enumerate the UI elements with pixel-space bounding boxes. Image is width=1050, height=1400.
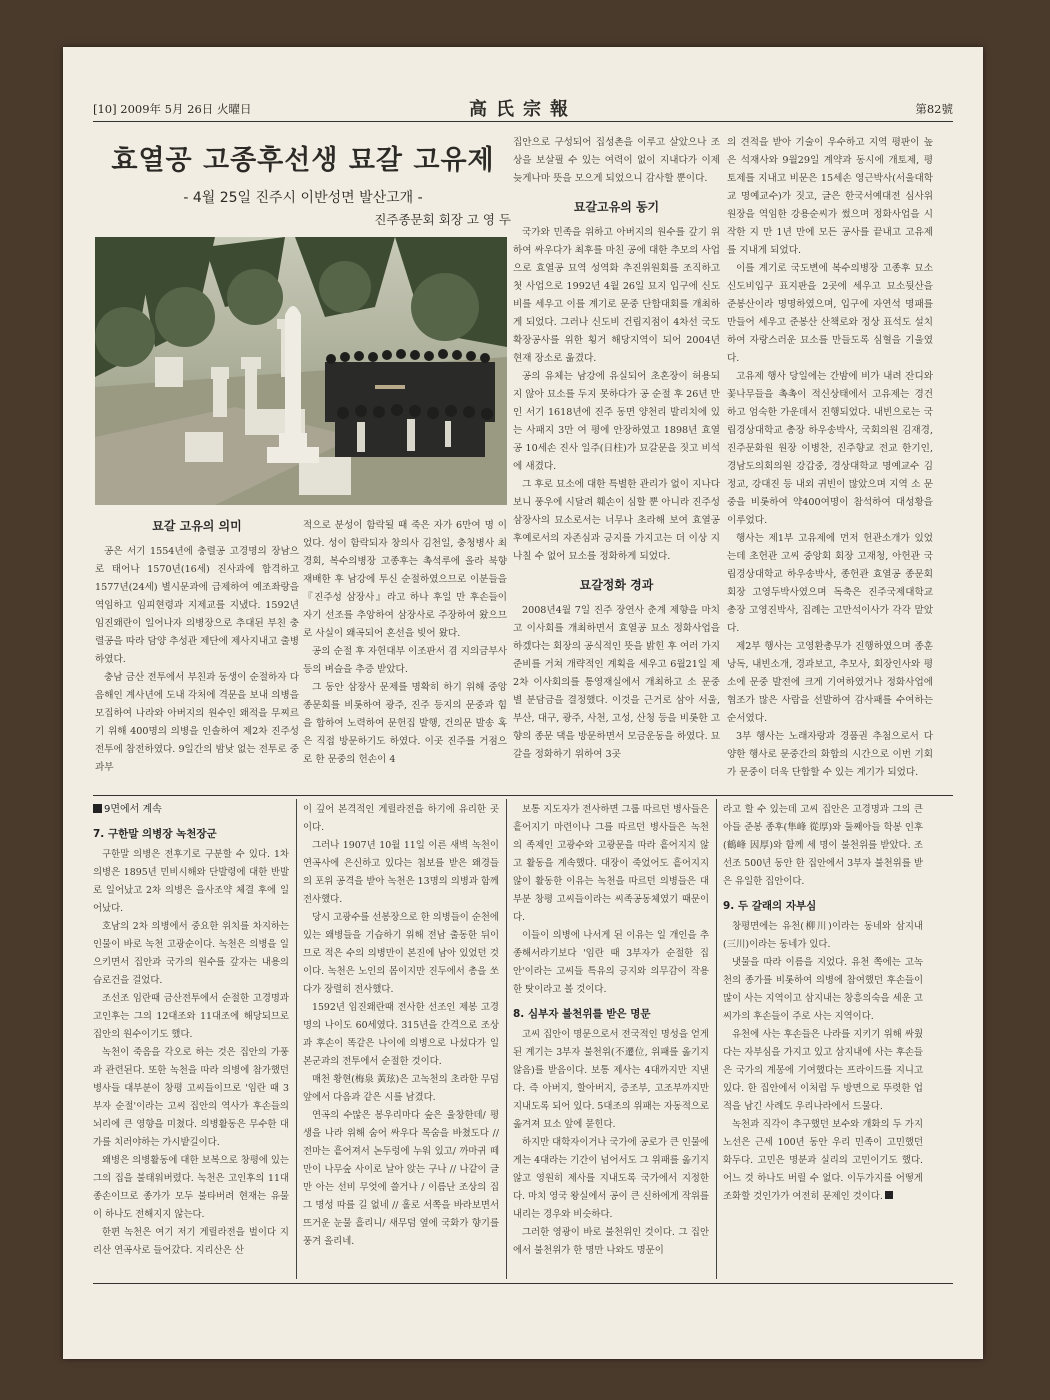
column-rule [716, 799, 717, 1279]
paragraph: 창평면에는 유천(柳川)이라는 동네와 삼지내(三川)이라는 동네가 있다. [723, 921, 923, 950]
footer-rule [93, 1283, 953, 1284]
article-author: 진주종문회 회장 고 영 두 [374, 212, 511, 227]
section-heading-8: 8. 심부자 불천위를 받은 명문 [513, 1008, 651, 1020]
paragraph: 공의 순절 후 자헌대부 이조판서 겸 지의금부사 등의 벼슬을 추증 받았다. [303, 646, 507, 675]
continued-note: 9면에서 계속 [93, 801, 289, 819]
paragraph: 충남 금산 전투에서 부친과 동생이 순절하자 다음해인 계사년에 도내 각처에 격문을 보내 의병을 모집하여 나라와 아버지의 원수인 왜적을 무찌르기 위해 400명의 의병을 인솔하여 제2차 진주성 전투에 참전하였다. 9일간의 밤낮 없는 전투로 중과부 [95, 672, 299, 773]
paragraph: 3부 행사는 노래자랑과 경품권 추첨으로서 다양한 행사로 문중간의 화합의 시간으로 이번 기회가 문중이 더욱 단합할 수 있는 계기가 되었다. [727, 731, 933, 778]
masthead: 高氏宗報 [469, 99, 577, 120]
continued-column-3 [513, 801, 709, 1276]
paragraph: 보통 지도자가 전사하면 그룹 따르던 병사들은 흩어지기 마련이나 그를 따르던 병사들은 녹천의 족제인 고광수와 고광문을 따라 흩어지지 않고 활동을 계속했다. 대장이 죽었어도 흩어지지 않이 활동한 이유는 녹천을 따르던 의병들은 대부분 창평 고씨들이라는 씨족공동체였기 때문이다. [513, 804, 709, 923]
paragraph: 당시 고광수를 선봉장으로 한 의병들이 순천에 있는 왜병들을 기습하기 위해 전남 출동한 뒤이므로 적은 수의 의병만이 본진에 남아 있었던 것이다. 녹천은 노인의 몸이지만 진두에서 총을 쏘다가 장렬히 전사했다. [303, 912, 499, 995]
paragraph: 녹천과 직각이 추구했던 보수와 개화의 두 가지 노선은 근세 100년 동안 우리 민족이 고민했던 화두다. 고민은 명분과 실리의 고민이기도 했다. 어느 것 하나도 버릴 수 없다. 이두가지를 어떻게 조화할 것인가가 여전히 문제인 것이다. [723, 1119, 923, 1202]
paragraph: 왜병은 의병활동에 대한 보복으로 창평에 있는 그의 집을 불태워버렸다. 녹천은 고인후의 11대 종손이므로 종가가 모두 불타버려 현재는 유물이 하나도 전해지지 않는다. [93, 1155, 289, 1220]
issue-date: [10] 2009年 5月 26日 火曜日 [93, 102, 252, 116]
paragraph: 그러나 1907년 10월 11일 이른 새벽 녹천이 연곡사에 은신하고 있다는 첩보를 받은 왜경들의 포위 공격을 받아 녹천은 13명의 의병과 함께 전사했다. [303, 840, 499, 905]
paragraph: 2008년4월 7일 진주 장연사 춘계 제향을 마치고 이사회를 개최하면서 효열공 묘소 정화사업을 하겠다는 회장의 공식적인 뜻을 밝힌 후 여러 가지 준비를 거쳐 개략적인 계획을 세우고 6월21일 제2차 이사회의를 통영재실에서 개최하고 소 문중 별 분담금을 결정했다. 이것을 근거로 삼아 서울, 부산, 대구, 광주, 사천, 고성, 산청 등을 비롯한 고향의 종문 댁을 방문하면서 모금운동을 하였다. 묘갈을 정화하기 위하여 3곳 [513, 605, 720, 760]
continued-column-4 [723, 801, 923, 1276]
paragraph: 유천에 사는 후손들은 나라를 지키기 위해 싸웠다는 자부심을 가지고 있고 삼지내에 사는 후손들은 국가의 계몽에 기여했다는 프라이드를 지니고 있다. 한 집안에서 이처럼 두 방면으로 뚜렷한 업적을 남긴 사례도 우리나라에서 드물다. [723, 1029, 923, 1112]
newspaper-page [63, 47, 983, 1359]
paragraph: 냇물을 따라 이름을 지었다. 유천 쪽에는 고녹천의 종가를 비롯하여 의병에 참여했던 후손들이 많이 사는 지역이고 삼지내는 창흥의숙을 세운 고씨가의 후손들이 주로 사는 지역이다. [723, 957, 923, 1022]
header-rule [93, 121, 953, 122]
paragraph: 이들이 의병에 나서게 된 이유는 일 개인을 추종해서라기보다 '임란 때 3부자가 순절한 집안'이라는 고씨들 특유의 긍지와 의무감이 작용한 탓이라고 볼 것이다. [513, 930, 709, 995]
paragraph: 하지만 대학자이거나 국가에 공로가 큰 인물에게는 4대라는 기간이 넘어서도 그 위패를 옮기지 않고 영원히 제사를 지내도록 국가에서 지정한다. 마치 영국 왕실에서 공이 큰 신하에게 작위를 내리는 경우와 비슷하다. [513, 1137, 709, 1220]
paragraph: 라고 할 수 있는데 고씨 집안은 고경명과 그의 큰아들 준봉 종후(隼峰 從厚)와 둘째아들 학봉 인후(鶴峰 因厚)와 함께 세 명이 불천위를 받았다. 조선조 500년 동안 한 집안에서 3부자 불천위를 받은 유일한 집안이다. [723, 804, 923, 887]
paragraph: 고씨 집안이 명문으로서 전국적인 명성을 얻게 된 계기는 3부자 불천위(不遷位, 위패를 옮기지 않음)를 받음이다. 보통 제사는 4대까지만 지낸다. 즉 아버지, 할아버지, 증조부, 고조부까지만 지내도록 되어 있다. 5대조의 위패는 자동적으로 옮겨져 묘소 앞에 묻힌다. [513, 1029, 709, 1130]
issue-number: 第82號 [915, 102, 953, 116]
paragraph: 구한말 의병은 전후기로 구분할 수 있다. 1차 의병은 1895년 민비시해와 단발령에 대한 반발로 일어났고 2차 의병은 을사조약 체결 후에 일어났다. [93, 849, 289, 914]
continued-column-2 [303, 801, 499, 1276]
paragraph: 적으로 분성이 함락될 때 죽은 자가 6만여 명 이었다. 성이 함락되자 창의사 김천일, 충청병사 최경회, 복수의병장 고종후는 촉석루에 올라 북향 재배한 후 남강에 투신 순절하였으므로 이분들을 『진주성 삼장사』라고 하나 후일 만 후손들이 자기 선조를 추앙하여 삼장사로 주장하여 왔으므로 사실이 왜곡되어 혼선을 빚어 왔다. [303, 520, 507, 639]
paragraph: 공의 유체는 남강에 유실되어 초혼장이 허용되지 않아 묘소를 두지 못하다가 공 순절 후 26년 만인 서기 1618년에 진주 동면 양천리 발리치에 있는 사패지 3만 여 평에 안장하였고 1898년 효열공 10세손 진사 일주(日柱)가 묘갈문을 짓고 비석에 새겼다. [513, 371, 720, 472]
section-divider [93, 795, 953, 796]
paragraph: 녹천이 죽음을 각오로 하는 것은 집안의 가풍과 관련된다. 또한 녹천을 따라 의병에 참가했던 병사들 대부분이 창평 고씨들이므로 '임란 때 3부자 순절'이라는 고씨 집안의 역사가 후손들의 뇌리에 큰 영향을 미쳤다. 의병활동은 무수한 대가를 치러야하는 가시밭길이다. [93, 1047, 289, 1148]
article-column-1 [95, 515, 299, 779]
paragraph: 이 깊어 본격적인 게릴라전을 하기에 유리한 곳이다. [303, 804, 499, 833]
paragraph: 조선조 임란때 금산전투에서 순절한 고경명과 고인후는 그의 12대조와 11대조에 해당되므로 집안의 원수이기도 했다. [93, 993, 289, 1040]
article-column-2 [303, 517, 507, 779]
article-column-4 [727, 134, 933, 779]
column-rule [506, 799, 507, 1279]
paragraph: 공은 서기 1554년에 충렬공 고경명의 장남으로 태어나 1570년(16세) 진사과에 합격하고 1577년(24세) 별시문과에 급제하여 예조좌랑을 역임하고 임피현령과 지제교를 지냈다. 1592년 임진왜란이 일어나자 의병장으로 추대된 부친 충렬공을 따라 담양 추성관 제단에 제사지내고 출병하였다. [95, 546, 299, 665]
end-mark-icon [885, 1191, 893, 1199]
paragraph: 호남의 2차 의병에서 중요한 위치를 차지하는 인물이 바로 녹천 고광순이다. 녹천은 의병을 일으키면서 집안과 국가의 원수를 갚자는 내용의 습로건을 걸었다. [93, 921, 289, 986]
paragraph: 한편 녹천은 여기 저기 게릴라전을 벌이다 지리산 연곡사로 들어갔다. 지리산은 산 [93, 1227, 289, 1256]
section-heading-progress: 묘갈정화 경과 [579, 578, 654, 592]
paragraph: 고유제 행사 당일에는 간밤에 비가 내려 잔디와 꽃나무들을 촉촉이 적신상태에서 고유제는 경건하고 엄숙한 가운데서 진행되었다. 내빈으로는 국립경상대학교 총장 하우송박사, 국회의원 김재경, 진주문화원 원장 이병찬, 진주향교 전교 한기인, 경남도의회의원 강갑중, 경상대학교 명예교수 김정교, 강대진 등 내외 귀빈이 많았으며 지역 소 문중을 비롯하여 약400여명이 참석하여 대성황을 이루었다. [727, 371, 933, 526]
section-heading-9: 9. 두 갈래의 자부심 [723, 900, 817, 912]
ceremony-photo-illustration [95, 237, 507, 505]
paragraph: 의 견적을 받아 기술이 우수하고 지역 평판이 높은 석재사와 9월29일 계약과 동시에 개토제, 평토제를 지내고 비문은 15세손 영근박사(서울대학교 명예교수)가 짓고, 글은 한국서예대전 심사위원장을 역임한 강용순씨가 썼으며 정화사업을 시작한 지 만 1년 만에 모든 공사를 끝내고 고유제를 지내게 되었다. [727, 137, 933, 256]
paragraph: 그 동안 삼장사 문제를 명확히 하기 위해 중앙 종문회를 비롯하여 광주, 진주 등지의 문중과 힘을 합하여 노력하여 문헌집 발행, 건의문 발송 혹은 직접 방문하기도 하였다. 이곳 진주를 거점으로 한 문중의 헌손이 4 [303, 682, 507, 765]
paragraph: 이를 계기로 국도변에 복수의병장 고종후 묘소 신도비입구 표지판을 2곳에 세우고 묘소뒷산을 준봉산이라 명명하였으며, 입구에 자연석 명패를 만들어 세우고 준봉산 산책로와 정상 표석도 설치하여 자랑스러운 묘소를 만들도록 심혈을 기울였다. [727, 263, 933, 364]
page-header [93, 97, 953, 119]
section-heading-7: 7. 구한말 의병장 녹천장군 [93, 828, 217, 840]
paragraph: 그 후로 묘소에 대한 특별한 관리가 없이 지나다 보니 풍우에 시달려 훼손이 심할 뿐 아니라 진주성 삼장사의 묘소로서는 너무나 초라해 보여 효열공 후예로서의 자존심과 긍지를 가지고는 더 이상 지나칠 수 없어 묘소를 정화하게 되었다. [513, 479, 720, 562]
column-rule [296, 799, 297, 1279]
article-title: 효열공 고종후선생 묘갈 고유제 [111, 145, 495, 176]
continued-column-1 [93, 801, 289, 1276]
paragraph: 1592년 임진왜란때 전사한 선조인 제봉 고경명의 나이도 60세였다. 315년을 간격으로 조상과 후손이 똑같은 나이에 의병으로 나섰다가 일본군과의 전투에서 순절한 것이다. [303, 1002, 499, 1067]
article-column-3 [513, 134, 720, 779]
paragraph: 집안으로 구성되어 집성촌을 이루고 살았으나 조상을 보살필 수 있는 여력이 없이 지내다가 이제 늦게나마 뜻을 모으게 되었으니 감사할 뿐이다. [513, 137, 720, 184]
paragraph: 그러한 영광이 바로 불천위인 것이다. 그 집안에서 불천위가 한 명만 나와도 명문이 [513, 1227, 709, 1256]
section-heading-meaning: 묘갈 고유의 의미 [152, 519, 242, 533]
ceremony-photo [95, 237, 507, 505]
paragraph: 행사는 제1부 고유제에 먼저 헌관소개가 있었는데 초헌관 고씨 중앙회 회장 고재청, 아헌관 국립경상대학교 하우송박사, 종헌관 효열공 종문회 회장 고영두박사였으며 독축은 진주국제대학교 총장 고영진박사, 집례는 고만석이사가 각각 맡았다. [727, 533, 933, 634]
continued-marker-icon [93, 804, 102, 813]
paragraph: 제2부 행사는 고영환총무가 진행하였으며 종훈 낭독, 내빈소개, 경과보고, 추모사, 회장인사와 평소에 문중 발전에 크게 기여하였거나 정화사업에 협조가 많은 사람을 선발하여 감사패를 수여하는 순서였다. [727, 641, 933, 724]
paragraph: 연곡의 수많은 봉우리마다 숲은 울창한데/ 평생을 나라 위해 숨어 싸우다 목숨을 바쳤도다 // 전마는 흩어져서 논두렁에 누워 있고/ 까마귀 떼만이 나무숲 사이로 날아 앉는 구나 // 나같이 글만 아는 선비 무엇에 쓸거나 / 이름난 조상의 집 그 명성 따를 길 없네 // 홀로 서쪽을 바라보면서 뜨거운 눈물 흘리니/ 새무덤 옆에 국화가 향기를 풍겨 올리네. [303, 1110, 499, 1247]
paragraph: 국가와 민족을 위하고 아버지의 원수를 갚기 위하여 싸우다가 최후를 마친 공에 대한 추모의 사업으로 효열공 묘역 성역화 추진위원회를 조직하고 첫 사업으로 1992년 4월 26일 묘지 입구에 신도비를 세우고 이를 계기로 문중 단합대회를 개최하게 되었다. 그러나 신도비 건립지점이 4차선 국도 확장공사를 위한 횡거 해당지역이 되어 2004년 현재 장소로 옮겼다. [513, 227, 720, 364]
section-heading-motive: 묘갈고유의 동기 [573, 200, 660, 214]
article-subtitle: - 4월 25일 진주시 이반성면 발산고개 - [183, 190, 423, 206]
paragraph: 매천 황현(梅泉 黃玹)은 고녹천의 초라한 무덤 앞에서 다음과 같은 시를 남겼다. [303, 1074, 499, 1103]
